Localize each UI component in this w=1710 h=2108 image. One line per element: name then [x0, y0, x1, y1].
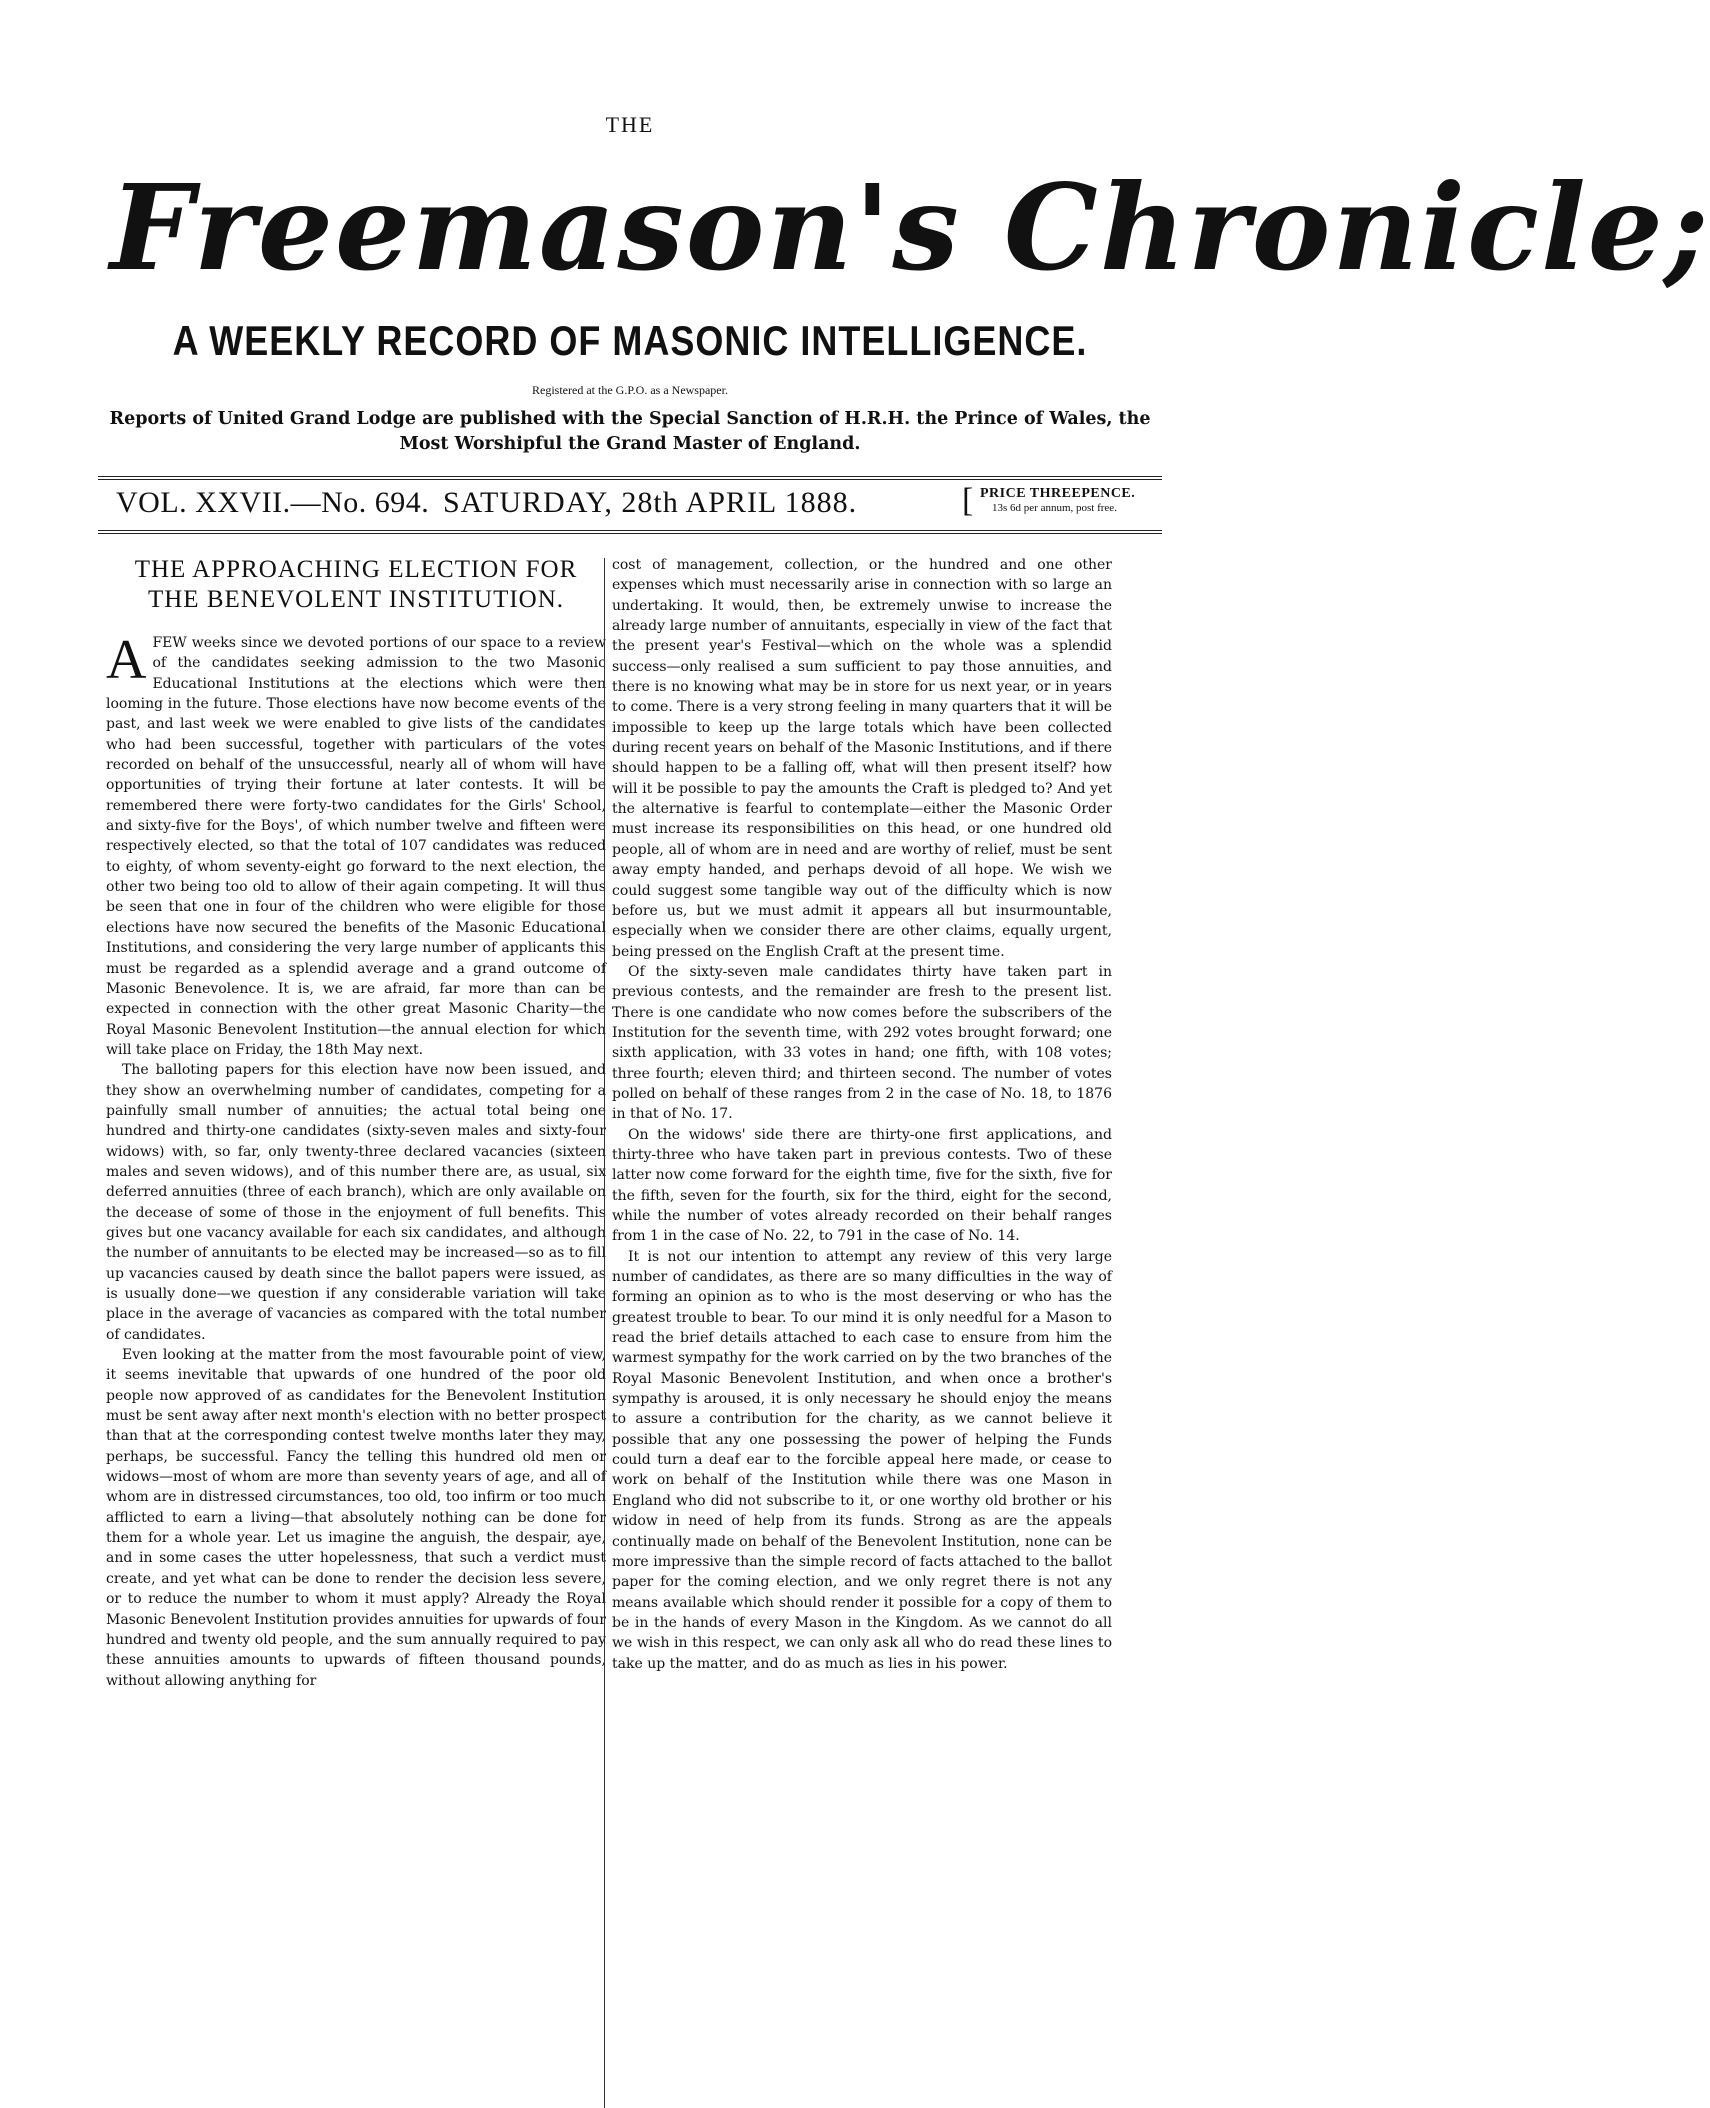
subscription-rate: 13s 6d per annum, post free.	[992, 502, 1117, 514]
reports-notice: Reports of United Grand Lodge are published with the Special Sanction of H.R.H. the Prince of Wales, the Most Worshipful the Grand Master of England.	[109, 409, 1151, 454]
article-paragraph: Of the sixty-seven male candidates thirty have taken part in previous contests, and the remainder are fresh to the present list. There is one candidate who now comes before the subscribers of the Institution for the seventh time, with 292 votes brought forward; one sixth application, with 33 votes in hand; one fifth, with 108 votes; three fourth; eleven third; and thirteen second. The number of votes polled on behalf of these ranges from 2 in the case of No. 18, to 1876 in that of No. 17.	[612, 963, 1112, 1123]
masthead-the: THE	[605, 112, 655, 137]
issue-info-row	[98, 482, 1162, 526]
article-paragraph: Even looking at the matter from the most favourable point of view, it seems inevitable that upwards of one hundred of the poor old people now approved of as candidates for the Benevolent Institution must be sent away after next month's election with no better prospect than that at the corresponding contest twelve months later they may, perhaps, be successful. Fancy the telling this hundred old men or widows—most of whom are more than seventy years of age, and all of whom are in distressed circumstances, too old, too infirm or too much afflicted to earn a living—that absolutely nothing can be done for them for a whole year. Let us imagine the anguish, the despair, aye, and in some cases the utter hopelessness, that such a verdict must create, and yet what can be done to render the decision less severe, or to reduce the number to whom it must apply? Already the Royal Masonic Benevolent Institution provides annuities for upwards of four hundred and twenty old people, and the sum annually required to pay these annuities amounts to upwards of fifteen thousand pounds, without allowing anything for	[106, 1347, 606, 1689]
drop-cap: A	[106, 629, 147, 691]
bottom-double-rule-2	[98, 533, 1162, 534]
article-headline: THE APPROACHING ELECTION FOR THE BENEVOLENT INSTITUTION.	[134, 556, 578, 613]
top-double-rule-1	[98, 476, 1162, 477]
bottom-double-rule-1	[98, 530, 1162, 531]
column-divider	[604, 558, 605, 2108]
paragraph-text: FEW weeks since we devoted portions of our space to a review of the candidates seeking admission to the two Masonic Educational Institutions at the elections which were then looming in the future. Those elections have now become events of the past, and last week we were enabled to give lists of the candidates who had been successful, together with particulars of the votes recorded on behalf of the unsuccessful, nearly all of whom will have opportunities of trying their fortune at later contests. It will be remembered there were forty-two candidates for the Girls' School, and sixty-five for the Boys', of which number twelve and fifteen were respectively elected, so that the total of 107 candidates was reduced to eighty, of whom seventy-eight go forward to the next election, the other two being too old to allow of their again competing. It will thus be seen that one in four of the children who were eligible for those elections have now secured the benefits of the Masonic Educational Institutions, and considering the very large number of applicants this must be regarded as a splendid average and a grand outcome of Masonic Benevolence. It is, we are afraid, far more than can be expected in connection with the other great Masonic Charity—the Royal Masonic Benevolent Institution—the annual election for which will take place on Friday, the 18th May next.	[106, 635, 606, 1058]
price-bracket: [	[962, 482, 974, 519]
issue-date: SATURDAY, 28th APRIL 1888.	[443, 486, 858, 519]
article-column-right	[612, 555, 1112, 1674]
article-paragraph: On the widows' side there are thirty-one first applications, and thirty-three who have taken part in previous contests. Two of these latter now come forward for the eighth time, five for the sixth, five for the fifth, seven for the fourth, six for the third, eight for the second, while the number of votes already recorded on their behalf ranges from 1 in the case of No. 22, to 791 in the case of No. 14.	[612, 1126, 1112, 1245]
article-column-left	[106, 555, 606, 1691]
registration-note: Registered at the G.P.O. as a Newspaper.	[532, 383, 728, 397]
article-paragraph: cost of management, collection, or the hundred and one other expenses which must necessarily arise in connection with so large an undertaking. It would, then, be extremely unwise to increase the already large number of annuitants, especially in view of the fact that the present year's Festival—which on the whole was a splendid success—only realised a sum sufficient to pay those annuities, and there is no knowing what may be in store for us next year, or in years to come. There is a very strong feeling in many quarters that it will be impossible to keep up the large totals which have been collected during recent years on behalf of the Masonic Institutions, and if there should happen to be a falling off, what will then present itself? how will it be possible to pay the amounts the Craft is pledged to? And yet the alternative is fearful to contemplate—either the Masonic Order must increase its responsibilities on this head, or one hundred old people, all of whom are in need and are worthy of relief, must be sent away empty handed, and perhaps devoid of all hope. We wish we could suggest some tangible way out of the difficulty which is now before us, but we must admit it appears all but insurmountable, especially when we consider there are other claims, equally urgent, being pressed on the English Craft at the present time.	[612, 557, 1112, 960]
article-paragraph	[106, 629, 606, 1060]
article-paragraph: It is not our intention to attempt any review of this very large number of candidates, as there are so many difficulties in the way of forming an opinion as to who is the most deserving or who has the greatest trouble to bear. To our mind it is only needful for a Mason to read the brief details attached to each case to ensure from him the warmest sympathy for the work carried on by the two branches of the Royal Masonic Benevolent Institution, and when once a brother's sympathy is aroused, it is only necessary he should enjoy the means to assure a contribution for the charity, as we cannot believe it possible that any one possessing the power of helping the Funds could turn a deaf ear to the forcible appeal here made, or cease to work on behalf of the Institution while there was one Mason in England who did not subscribe to it, or one worthy old brother or his widow in need of help from its funds. Strong as are the appeals continually made on behalf of the Benevolent Institution, none can be more impressive than the simple record of facts attached to the ballot paper for the coming election, and we only regret there is not any means available which should render it possible for a copy of them to be in the hands of every Mason in the Kingdom. As we cannot do all we wish in this respect, we can only ask all who do read these lines to take up the matter, and do as much as lies in his power.	[612, 1248, 1112, 1672]
masthead-title: Freemason's Chronicle;	[110, 158, 1710, 297]
volume-number: VOL. XXVII.—No. 694.	[116, 486, 430, 519]
masthead-subtitle: A WEEKLY RECORD OF MASONIC INTELLIGENCE.	[172, 316, 1088, 364]
top-double-rule-2	[98, 479, 1162, 480]
price-label: PRICE THREEPENCE.	[980, 486, 1136, 501]
article-paragraph: The balloting papers for this election have now been issued, and they show an overwhelming number of candidates, competing for a painfully small number of annuities; the actual total being one hundred and thirty-one candidates (sixty-seven males and sixty-four widows) with, so far, only twenty-three declared vacancies (sixteen males and seven widows), and of this number there are, as usual, six deferred annuities (three of each branch), which are only available on the decease of some of those in the enjoyment of full benefits. This gives but one vacancy available for each six candidates, and although the number of annuitants to be elected may be increased—so as to fill up vacancies caused by death since the ballot papers were issued, as is usually done—we question if any considerable variation will take place in the average of vacancies as compared with the total number of candidates.	[106, 1062, 606, 1343]
